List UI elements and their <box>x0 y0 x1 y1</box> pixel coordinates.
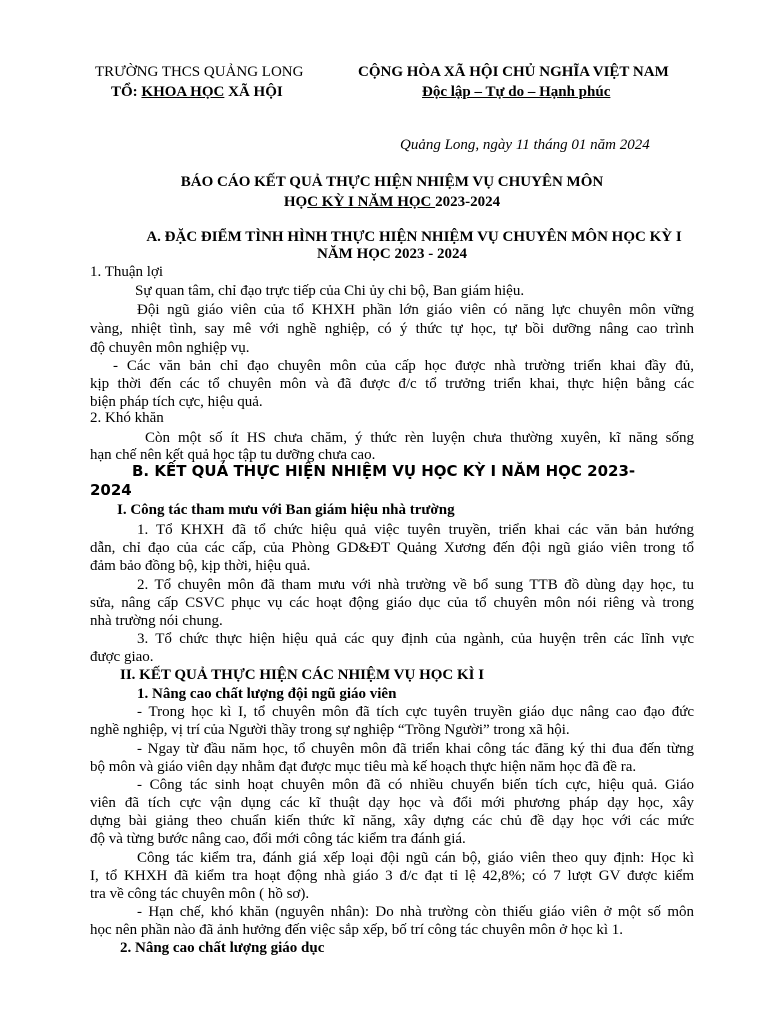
part-1-line: 2. Tổ chuyên môn đã tham mưu với nhà trường về bổ sung TTB đồ dùng dạy học, tu <box>137 577 694 593</box>
section-a-line: kịp thời đến các tổ chuyên môn và đã được đ/c tổ trưởng triển khai, thực hiện bằng các <box>90 376 694 392</box>
section-a-line: Sự quan tâm, chỉ đạo trực tiếp của Chi ủy chi bộ, Ban giám hiệu. <box>135 283 525 299</box>
nation-title: CỘNG HÒA XÃ HỘI CHỦ NGHĨA VIỆT NAM <box>358 64 669 80</box>
section-a-line: 1. Thuận lợi <box>90 264 164 280</box>
part-2-heading: II. KẾT QUẢ THỰC HIỆN CÁC NHIỆM VỤ HỌC KÌ I <box>120 667 485 683</box>
section-a-line: Còn một số ít HS chưa chăm, ý thức rèn luyện chưa thường xuyên, kĩ năng sống <box>145 430 694 446</box>
section-a-line: biện pháp tích cực, hiệu quả. <box>90 394 263 410</box>
sub-1-line: - Hạn chế, khó khăn (nguyên nhân): Do nhà trường còn thiếu giáo viên ở một số môn <box>137 904 694 920</box>
part-1-line: đảm bảo đồng bộ, kịp thời, hiệu quả. <box>90 558 311 574</box>
sub-1-line: độ và từng bước nâng cao, đổi mới công tác kiểm tra đánh giá. <box>90 831 466 847</box>
department <box>111 82 283 102</box>
section-b-heading-line2: 2024 <box>90 481 132 499</box>
part-1-line: dẫn, chỉ đạo của các cấp, của Phòng GD&ĐT Quảng Xương đến đội ngũ giáo viên trong tổ <box>90 540 694 556</box>
report-date: Quảng Long, ngày 11 tháng 01 năm 2024 <box>400 137 650 153</box>
sub-1-line: bộ môn và giáo viên dạy nhằm đạt được mục tiêu mà kế hoạch thực hiện năm học đã đề ra. <box>90 759 637 775</box>
report-title-line2-b: C KỲ I NĂM HỌC <box>307 194 436 210</box>
section-b-heading-line1: B. KẾT QUẢ THỰC HIỆN NHIỆM VỤ HỌC KỲ I NĂM HỌC 2023- <box>132 462 636 480</box>
department-prefix: TỔ: <box>111 84 142 100</box>
part-1-line: nhà trường nói chung. <box>90 613 223 629</box>
part-1-line: được giao. <box>90 649 154 665</box>
report-title-line2 <box>90 192 694 212</box>
sub-1-line: viên đã tích cực vận dụng các kĩ thuật dạy học và đổi mới phương pháp dạy học, xây <box>90 795 694 811</box>
sub-1-line: - Ngay từ đầu năm học, tổ chuyên môn đã triển khai công tác đăng ký thi đua đến từng <box>137 741 694 757</box>
school-name: TRƯỜNG THCS QUẢNG LONG <box>95 64 304 80</box>
sub-1-line: - Trong học kì I, tổ chuyên môn đã tích cực tuyên truyền giáo dục nâng cao đạo đức <box>137 704 694 720</box>
part-1-heading: I. Công tác tham mưu với Ban giám hiệu nhà trường <box>117 502 455 518</box>
section-a-line: vàng, nhiệt tình, say mê với nghề nghiệp, có ý thức tự học, tự bồi dưỡng nâng cao trình <box>90 321 694 337</box>
sub-1-line: - Công tác sinh hoạt chuyên môn đã có nhiều chuyển biến tích cực, hiệu quả. Giáo <box>137 777 694 793</box>
department-name: KHOA HỌC <box>141 84 225 100</box>
part-1-line: 1. Tổ KHXH đã tổ chức hiệu quả việc tuyên truyền, triển khai các văn bản hướng <box>137 522 694 538</box>
sub-2-heading: 2. Nâng cao chất lượng giáo dục <box>120 940 325 956</box>
sub-1-line: nghề nghiệp, vị trí của Người thầy trong sự nghiệp “Trồng Người” trong xã hội. <box>90 722 570 738</box>
report-title-line2-a: HỌ <box>283 194 308 210</box>
section-a-heading-line2: NĂM HỌC 2023 - 2024 <box>317 246 467 262</box>
department-suffix: XÃ HỘI <box>224 84 283 100</box>
report-title-line1: BÁO CÁO KẾT QUẢ THỰC HIỆN NHIỆM VỤ CHUYÊN MÔN <box>180 174 604 190</box>
section-a-line: độ chuyên môn nghiệp vụ. <box>90 340 250 356</box>
part-1-line: sửa, nâng cấp CSVC phục vụ các hoạt động giáo dục của tổ chuyên môn nói riêng và trong <box>90 595 694 611</box>
section-a-line: hạn chế nên kết quả học tập tu dưỡng chưa cao. <box>90 447 376 463</box>
section-a-heading-line1: A. ĐẶC ĐIỂM TÌNH HÌNH THỰC HIỆN NHIỆM VỤ CHUYÊN MÔN HỌC KỲ I <box>146 229 682 245</box>
section-a-line: Đội ngũ giáo viên của tổ KHXH phần lớn giáo viên có năng lực chuyên môn vững <box>137 302 694 318</box>
sub-1-line: Công tác kiểm tra, đánh giá xếp loại đội ngũ cán bộ, giáo viên theo quy định: Học kì <box>137 850 694 866</box>
sub-1-line: tra về công tác chuyên môn ( hồ sơ). <box>90 886 310 902</box>
sub-1-line: học nên phần nào đã ảnh hưởng đến việc sắp xếp, bố trí công tác chuyên môn ở học kì 1. <box>90 922 624 938</box>
nation-motto: Độc lập – Tự do – Hạnh phúc <box>422 84 611 100</box>
sub-1-line: dựng bài giảng theo chuẩn kiến thức kĩ năng, xây dựng các chủ đề dạy học với các mức <box>90 813 694 829</box>
report-title-line2-c: 2023-2024 <box>435 194 501 210</box>
sub-1-line: I, tổ KHXH đã kiểm tra hoạt động nhà giáo 3 đ/c đạt tỉ lệ 42,8%; có 7 lượt GV được kiểm <box>90 868 694 884</box>
section-a-line: - Các văn bản chỉ đạo chuyên môn của cấp học được nhà trường triển khai đầy đủ, <box>113 358 694 374</box>
sub-1-heading: 1. Nâng cao chất lượng đội ngũ giáo viên <box>137 686 397 702</box>
section-a-line: 2. Khó khăn <box>90 410 164 426</box>
part-1-line: 3. Tổ chức thực hiện hiệu quả các quy định của ngành, của huyện trên các lĩnh vực <box>137 631 694 647</box>
